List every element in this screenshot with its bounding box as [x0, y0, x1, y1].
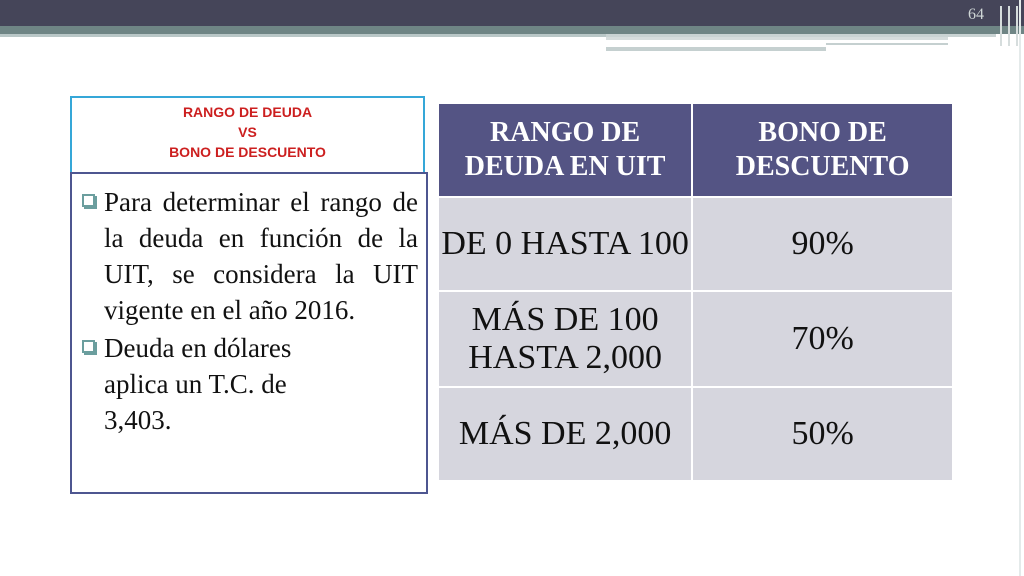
table-cell: MÁS DE 100 HASTA 2,000 — [438, 291, 692, 387]
header-cell: BONO DE DESCUENTO — [692, 103, 953, 197]
page-number: 64 — [968, 6, 984, 23]
decor-vline — [1019, 0, 1021, 576]
decor-line — [606, 47, 826, 51]
table-row — [438, 291, 953, 387]
title-line-3: BONO DE DESCUENTO — [169, 144, 326, 160]
bullet-list-box — [70, 172, 428, 494]
bullet-text: Deuda en dólares aplica un T.C. de 3,403. — [104, 333, 292, 435]
header-cell: RANGO DE DEUDA EN UIT — [438, 103, 692, 197]
decor-line — [606, 37, 948, 40]
section-title-box — [70, 96, 425, 172]
decor-vline — [1008, 6, 1010, 46]
top-bar — [0, 0, 1024, 26]
discount-table — [437, 102, 954, 482]
bullet-item — [82, 184, 418, 328]
decor-vline — [1016, 6, 1018, 46]
table-header-row — [438, 103, 953, 197]
top-stripe — [0, 26, 1024, 34]
top-stripe-light — [0, 34, 606, 37]
table-cell: MÁS DE 2,000 — [438, 387, 692, 481]
title-line-2: VS — [238, 124, 257, 140]
table-cell: 70% — [692, 291, 953, 387]
table-cell: DE 0 HASTA 100 — [438, 197, 692, 291]
table-cell: 50% — [692, 387, 953, 481]
decor-line — [826, 43, 948, 45]
bullet-text: Para determinar el rango de la deuda en función de la UIT, se considera la UIT vigente en el año 2016. — [104, 187, 418, 325]
checkbox-square-icon — [82, 194, 95, 207]
decor-vline — [1000, 6, 1002, 46]
table-cell: 90% — [692, 197, 953, 291]
table-row — [438, 197, 953, 291]
bullet-item — [82, 330, 418, 438]
title-line-1: RANGO DE DEUDA — [182, 104, 313, 120]
checkbox-square-icon — [82, 340, 95, 353]
table-row — [438, 387, 953, 481]
